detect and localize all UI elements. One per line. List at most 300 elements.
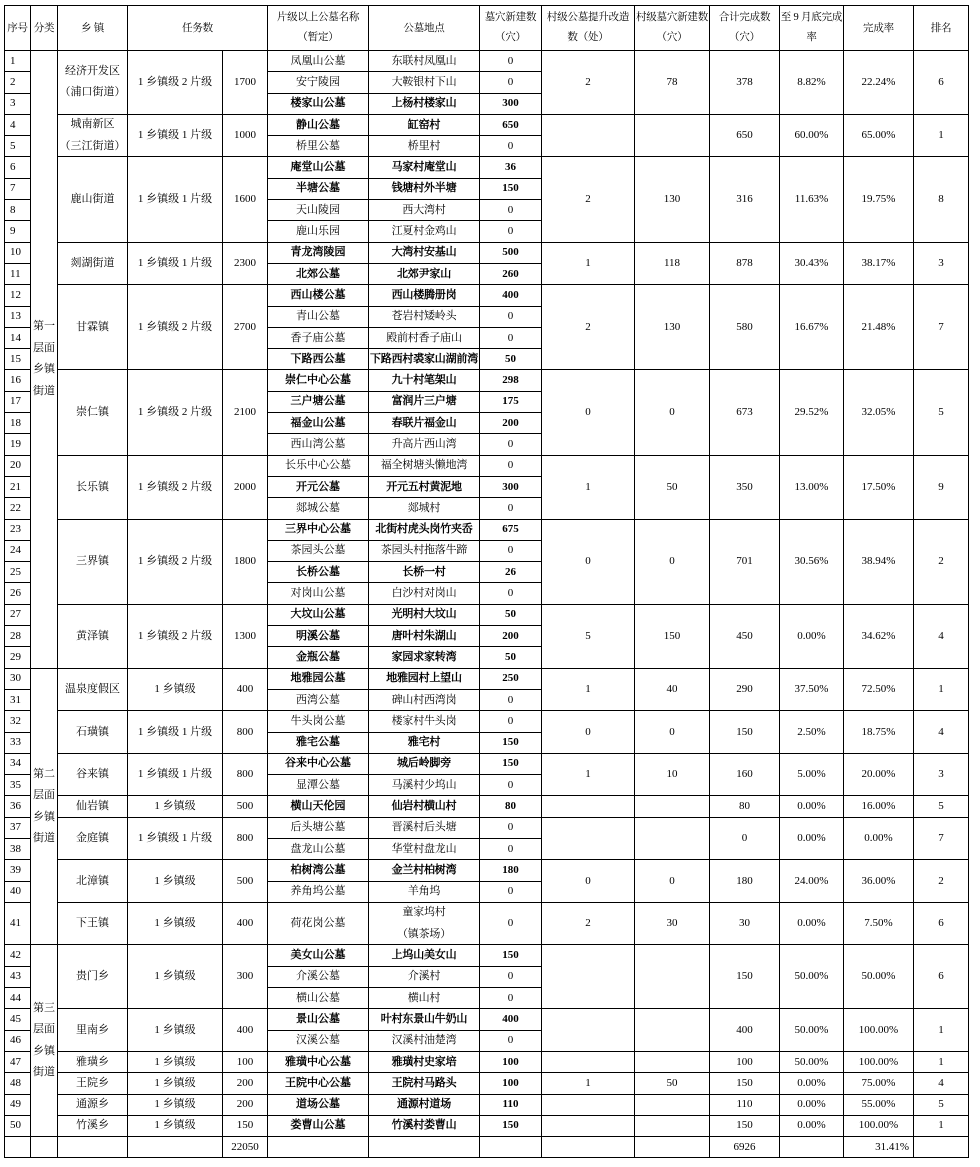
header-new-graves-line: （穴） xyxy=(495,32,526,43)
township-name: 三界镇 xyxy=(58,520,128,605)
task-count: 2300 xyxy=(223,243,268,286)
row-number: 35 xyxy=(5,775,31,796)
completion-rate: 55.00% xyxy=(844,1095,914,1116)
total-completed: 30 xyxy=(710,903,780,946)
completion-rate: 38.94% xyxy=(844,520,914,605)
completion-rate: 17.50% xyxy=(844,456,914,520)
village-new-graves xyxy=(635,1116,710,1137)
township-name: 石璜镇 xyxy=(58,711,128,754)
cemetery-name: 雅璜中心公墓 xyxy=(268,1052,369,1073)
row-number: 29 xyxy=(5,647,31,668)
cemetery-location: 苍岩村矮岭头 xyxy=(369,307,480,328)
task-level: 1 乡镇级 1 片级 xyxy=(128,818,223,861)
cemetery-location: 晋溪村后头塘 xyxy=(369,818,480,839)
category-line: 层面 xyxy=(33,341,55,354)
cemetery-location: 光明村大坟山 xyxy=(369,605,480,626)
row-number: 44 xyxy=(5,988,31,1009)
village-new-graves: 0 xyxy=(635,520,710,605)
village-upgrades: 0 xyxy=(542,860,635,903)
rank: 5 xyxy=(914,1095,969,1116)
cemetery-name: 景山公墓 xyxy=(268,1009,369,1030)
task-count: 800 xyxy=(223,754,268,797)
village-upgrades: 0 xyxy=(542,370,635,455)
header-sept-rate-line: 率 xyxy=(806,32,817,43)
cemetery-location: 叶村东景山牛奶山 xyxy=(369,1009,480,1030)
task-count: 300 xyxy=(223,945,268,1009)
cemetery-name: 鹿山乐园 xyxy=(268,221,369,242)
header-cemetery-name-line: 片级以上公墓名称 xyxy=(276,12,360,23)
cemetery-name: 娄曹山公墓 xyxy=(268,1116,369,1137)
new-graves-count: 0 xyxy=(480,136,542,157)
new-graves-count: 0 xyxy=(480,498,542,519)
task-count: 100 xyxy=(223,1052,268,1073)
new-graves-count: 0 xyxy=(480,541,542,562)
new-graves-count: 260 xyxy=(480,264,542,285)
task-count: 200 xyxy=(223,1073,268,1094)
cemetery-location: 羊角坞 xyxy=(369,882,480,903)
cemetery-location: 上坞山美女山 xyxy=(369,945,480,966)
cemetery-location: 大鞍银村下山 xyxy=(369,72,480,93)
row-number: 32 xyxy=(5,711,31,732)
cemetery-location: 殿前村香子庙山 xyxy=(369,328,480,349)
cemetery-location: 家园求家转湾 xyxy=(369,647,480,668)
completion-rate: 34.62% xyxy=(844,605,914,669)
cemetery-location: 缸窑村 xyxy=(369,115,480,136)
totals-empty-cell xyxy=(58,1137,128,1158)
village-upgrades: 1 xyxy=(542,669,635,712)
total-completed: 110 xyxy=(710,1095,780,1116)
task-level: 1 乡镇级 2 片级 xyxy=(128,51,223,115)
village-new-graves: 10 xyxy=(635,754,710,797)
category xyxy=(31,669,58,946)
cemetery-location: 雅宅村 xyxy=(369,733,480,754)
new-graves-count: 0 xyxy=(480,967,542,988)
task-level: 1 乡镇级 1 片级 xyxy=(128,115,223,158)
new-graves-count: 500 xyxy=(480,243,542,264)
cemetery-name: 大坟山公墓 xyxy=(268,605,369,626)
cemetery-name: 西山楼公墓 xyxy=(268,285,369,306)
new-graves-count: 0 xyxy=(480,221,542,242)
cemetery-name: 谷来中心公墓 xyxy=(268,754,369,775)
cemetery-name: 天山陵园 xyxy=(268,200,369,221)
row-number: 5 xyxy=(5,136,31,157)
village-new-graves: 78 xyxy=(635,51,710,115)
cemetery-name: 长桥公墓 xyxy=(268,562,369,583)
total-completed: 150 xyxy=(710,711,780,754)
cemetery-name: 楼家山公墓 xyxy=(268,94,369,115)
total-completed: 150 xyxy=(710,1116,780,1137)
cemetery-location: 钱塘村外半塘 xyxy=(369,179,480,200)
category xyxy=(31,51,58,669)
row-number: 3 xyxy=(5,94,31,115)
row-number: 41 xyxy=(5,903,31,946)
task-count: 400 xyxy=(223,1009,268,1052)
cemetery-name: 郯城公墓 xyxy=(268,498,369,519)
cemetery-location: 竹溪村娄曹山 xyxy=(369,1116,480,1137)
row-number: 47 xyxy=(5,1052,31,1073)
cemetery-name: 汉溪公墓 xyxy=(268,1031,369,1052)
header-total-completed xyxy=(710,6,780,51)
cemetery-name: 柏树湾公墓 xyxy=(268,860,369,881)
new-graves-count: 175 xyxy=(480,392,542,413)
row-number: 24 xyxy=(5,541,31,562)
township-name-line: 城南新区 xyxy=(70,118,115,131)
row-number: 17 xyxy=(5,392,31,413)
new-graves-count: 180 xyxy=(480,860,542,881)
cemetery-location: 西大湾村 xyxy=(369,200,480,221)
sept-completion-rate: 0.00% xyxy=(780,903,844,946)
new-graves-count: 200 xyxy=(480,413,542,434)
total-completed: 160 xyxy=(710,754,780,797)
sept-completion-rate: 11.63% xyxy=(780,157,844,242)
completion-rate: 38.17% xyxy=(844,243,914,286)
cemetery-location: 大湾村安基山 xyxy=(369,243,480,264)
totals-empty-cell xyxy=(31,1137,58,1158)
township-name: 金庭镇 xyxy=(58,818,128,861)
totals-empty-cell xyxy=(542,1137,635,1158)
task-count: 800 xyxy=(223,818,268,861)
new-graves-count: 150 xyxy=(480,733,542,754)
row-number: 14 xyxy=(5,328,31,349)
row-number: 38 xyxy=(5,839,31,860)
new-graves-count: 80 xyxy=(480,796,542,817)
row-number: 30 xyxy=(5,669,31,690)
task-count: 2700 xyxy=(223,285,268,370)
task-level: 1 乡镇级 xyxy=(128,860,223,903)
total-completed: 580 xyxy=(710,285,780,370)
cemetery-location: 仙岩村横山村 xyxy=(369,796,480,817)
sept-completion-rate: 13.00% xyxy=(780,456,844,520)
village-new-graves: 40 xyxy=(635,669,710,712)
cemetery-location: 楼家村牛头岗 xyxy=(369,711,480,732)
cemetery-name: 开元公墓 xyxy=(268,477,369,498)
row-number: 33 xyxy=(5,733,31,754)
cemetery-location: 开元五村黄泥地 xyxy=(369,477,480,498)
row-number: 7 xyxy=(5,179,31,200)
category xyxy=(31,945,58,1137)
cemetery-location: 桥里村 xyxy=(369,136,480,157)
row-number: 42 xyxy=(5,945,31,966)
completion-rate: 16.00% xyxy=(844,796,914,817)
category-line: 街道 xyxy=(33,832,55,845)
township-name: 长乐镇 xyxy=(58,456,128,520)
sept-completion-rate: 29.52% xyxy=(780,370,844,455)
rank: 4 xyxy=(914,711,969,754)
row-number: 21 xyxy=(5,477,31,498)
cemetery-location: 汉溪村油楚湾 xyxy=(369,1031,480,1052)
task-count: 1300 xyxy=(223,605,268,669)
category-line: 层面 xyxy=(33,789,55,802)
new-graves-count: 100 xyxy=(480,1073,542,1094)
rank: 7 xyxy=(914,285,969,370)
cemetery-name: 养角坞公墓 xyxy=(268,882,369,903)
village-new-graves xyxy=(635,1052,710,1073)
cemetery-location: 江夏村金鸡山 xyxy=(369,221,480,242)
task-level: 1 乡镇级 1 片级 xyxy=(128,711,223,754)
village-new-graves xyxy=(635,1009,710,1052)
cemetery-location: 郯城村 xyxy=(369,498,480,519)
cemetery-name: 牛头岗公墓 xyxy=(268,711,369,732)
row-number: 16 xyxy=(5,370,31,391)
header-village-new-graves-line: （穴） xyxy=(656,32,688,43)
village-upgrades: 5 xyxy=(542,605,635,669)
cemetery-location: 白沙村对岗山 xyxy=(369,583,480,604)
completion-rate: 50.00% xyxy=(844,945,914,1009)
new-graves-count: 0 xyxy=(480,882,542,903)
township-name: 北漳镇 xyxy=(58,860,128,903)
totals-empty-cell xyxy=(5,1137,31,1158)
village-new-graves xyxy=(635,796,710,817)
task-level: 1 乡镇级 1 片级 xyxy=(128,157,223,242)
task-count: 400 xyxy=(223,903,268,946)
completion-rate: 100.00% xyxy=(844,1009,914,1052)
row-number: 27 xyxy=(5,605,31,626)
category-line: 街道 xyxy=(33,1066,55,1079)
task-count: 400 xyxy=(223,669,268,712)
totals-empty-cell xyxy=(914,1137,969,1158)
village-upgrades: 0 xyxy=(542,520,635,605)
completion-rate: 22.24% xyxy=(844,51,914,115)
village-new-graves xyxy=(635,115,710,158)
header-village-new-graves xyxy=(635,6,710,51)
row-number: 40 xyxy=(5,882,31,903)
task-count: 1700 xyxy=(223,51,268,115)
cemetery-name: 明溪公墓 xyxy=(268,626,369,647)
task-level: 1 乡镇级 xyxy=(128,796,223,817)
task-level: 1 乡镇级 2 片级 xyxy=(128,605,223,669)
rank: 9 xyxy=(914,456,969,520)
new-graves-count: 400 xyxy=(480,1009,542,1030)
sept-completion-rate: 37.50% xyxy=(780,669,844,712)
category-line: 乡镇 xyxy=(33,810,55,823)
row-number: 45 xyxy=(5,1009,31,1030)
category-line: 层面 xyxy=(33,1023,55,1036)
new-graves-count: 0 xyxy=(480,200,542,221)
cemetery-location: 横山村 xyxy=(369,988,480,1009)
completion-rate: 75.00% xyxy=(844,1073,914,1094)
cemetery-name: 桥里公墓 xyxy=(268,136,369,157)
village-new-graves: 130 xyxy=(635,285,710,370)
new-graves-count: 150 xyxy=(480,754,542,775)
cemetery-location: 升高片西山湾 xyxy=(369,434,480,455)
row-number: 18 xyxy=(5,413,31,434)
total-completed: 290 xyxy=(710,669,780,712)
new-graves-count: 0 xyxy=(480,72,542,93)
task-count: 200 xyxy=(223,1095,268,1116)
cemetery-location: 九十村笔架山 xyxy=(369,370,480,391)
township-name: 王院乡 xyxy=(58,1073,128,1094)
new-graves-count: 400 xyxy=(480,285,542,306)
cemetery-name: 西山湾公墓 xyxy=(268,434,369,455)
header-village-upgrades xyxy=(542,6,635,51)
header-total-completed-line: 合计完成数 xyxy=(718,12,771,23)
header-village-upgrades-line: 村级公墓提升改造 xyxy=(546,12,630,23)
township-name: 竹溪乡 xyxy=(58,1116,128,1137)
category-line: 第三 xyxy=(33,1001,55,1014)
task-count: 2100 xyxy=(223,370,268,455)
total-completed: 400 xyxy=(710,1009,780,1052)
task-level: 1 乡镇级 1 片级 xyxy=(128,243,223,286)
task-level: 1 乡镇级 2 片级 xyxy=(128,370,223,455)
township-name-line: 经济开发区 xyxy=(65,65,120,78)
township-name: 崇仁镇 xyxy=(58,370,128,455)
cemetery-location xyxy=(369,903,480,946)
total-completed: 80 xyxy=(710,796,780,817)
header-category: 分类 xyxy=(31,6,58,51)
cemetery-name: 对岗山公墓 xyxy=(268,583,369,604)
row-number: 46 xyxy=(5,1031,31,1052)
cemetery-name: 盘龙山公墓 xyxy=(268,839,369,860)
cemetery-location: 茶园头村拖落牛蹄 xyxy=(369,541,480,562)
village-upgrades: 2 xyxy=(542,903,635,946)
village-upgrades xyxy=(542,1052,635,1073)
cemetery-location: 富润片三户塘 xyxy=(369,392,480,413)
header-township: 乡 镇 xyxy=(58,6,128,51)
cemetery-name: 下路西公墓 xyxy=(268,349,369,370)
sept-completion-rate: 16.67% xyxy=(780,285,844,370)
new-graves-count: 0 xyxy=(480,456,542,477)
cemetery-name: 西湾公墓 xyxy=(268,690,369,711)
village-new-graves: 50 xyxy=(635,1073,710,1094)
row-number: 22 xyxy=(5,498,31,519)
sept-completion-rate: 2.50% xyxy=(780,711,844,754)
total-completed: 650 xyxy=(710,115,780,158)
row-number: 25 xyxy=(5,562,31,583)
sept-completion-rate: 0.00% xyxy=(780,605,844,669)
sept-completion-rate: 30.43% xyxy=(780,243,844,286)
village-upgrades: 1 xyxy=(542,1073,635,1094)
village-upgrades: 2 xyxy=(542,51,635,115)
sept-completion-rate: 8.82% xyxy=(780,51,844,115)
cemetery-location: 春联片福金山 xyxy=(369,413,480,434)
township-name: 仙岩镇 xyxy=(58,796,128,817)
rank: 4 xyxy=(914,605,969,669)
new-graves-count: 250 xyxy=(480,669,542,690)
row-number: 48 xyxy=(5,1073,31,1094)
village-upgrades xyxy=(542,796,635,817)
row-number: 11 xyxy=(5,264,31,285)
header-new-graves-line: 墓穴新建数 xyxy=(484,12,537,23)
task-level: 1 乡镇级 xyxy=(128,945,223,1009)
township-name: 下王镇 xyxy=(58,903,128,946)
cemetery-name: 王院中心公墓 xyxy=(268,1073,369,1094)
township-name: 通源乡 xyxy=(58,1095,128,1116)
cemetery-name: 道场公墓 xyxy=(268,1095,369,1116)
new-graves-count: 0 xyxy=(480,903,542,946)
task-level: 1 乡镇级 xyxy=(128,1052,223,1073)
completion-rate: 65.00% xyxy=(844,115,914,158)
rank: 2 xyxy=(914,520,969,605)
task-count: 150 xyxy=(223,1116,268,1137)
cemetery-location-line: （镇茶场） xyxy=(397,927,451,940)
sept-completion-rate: 50.00% xyxy=(780,1009,844,1052)
sept-completion-rate: 0.00% xyxy=(780,818,844,861)
completion-rate: 18.75% xyxy=(844,711,914,754)
cemetery-location: 北郊尹家山 xyxy=(369,264,480,285)
village-new-graves: 118 xyxy=(635,243,710,286)
row-number: 43 xyxy=(5,967,31,988)
row-number: 4 xyxy=(5,115,31,136)
new-graves-count: 26 xyxy=(480,562,542,583)
new-graves-count: 0 xyxy=(480,328,542,349)
header-village-upgrades-line: 数（处） xyxy=(567,32,609,43)
cemetery-name: 崇仁中心公墓 xyxy=(268,370,369,391)
new-graves-count: 0 xyxy=(480,711,542,732)
cemetery-name: 后头塘公墓 xyxy=(268,818,369,839)
cemetery-location: 东联村凤凰山 xyxy=(369,51,480,72)
cemetery-name: 横山公墓 xyxy=(268,988,369,1009)
new-graves-count: 0 xyxy=(480,988,542,1009)
rank: 2 xyxy=(914,860,969,903)
village-new-graves: 50 xyxy=(635,456,710,520)
task-count: 1000 xyxy=(223,115,268,158)
cemetery-location: 金兰村柏树湾 xyxy=(369,860,480,881)
task-level: 1 乡镇级 2 片级 xyxy=(128,456,223,520)
cemetery-name: 香子庙公墓 xyxy=(268,328,369,349)
row-number: 2 xyxy=(5,72,31,93)
township-name: 剡湖街道 xyxy=(58,243,128,286)
cemetery-name: 金瓶公墓 xyxy=(268,647,369,668)
total-completed: 673 xyxy=(710,370,780,455)
village-upgrades: 1 xyxy=(542,243,635,286)
total-completed: 150 xyxy=(710,1073,780,1094)
cemetery-location: 碑山村西湾岗 xyxy=(369,690,480,711)
cemetery-name: 半塘公墓 xyxy=(268,179,369,200)
cemetery-name: 北郊公墓 xyxy=(268,264,369,285)
township-name xyxy=(58,51,128,115)
cemetery-name: 青山公墓 xyxy=(268,307,369,328)
sept-completion-rate: 0.00% xyxy=(780,1095,844,1116)
cemetery-name: 静山公墓 xyxy=(268,115,369,136)
task-level: 1 乡镇级 2 片级 xyxy=(128,520,223,605)
township-name xyxy=(58,115,128,158)
category-line: 乡镇 xyxy=(33,363,55,376)
category-line: 第二 xyxy=(33,767,55,780)
cemetery-name: 青龙湾陵园 xyxy=(268,243,369,264)
village-new-graves: 130 xyxy=(635,157,710,242)
new-graves-count: 0 xyxy=(480,1031,542,1052)
new-graves-count: 200 xyxy=(480,626,542,647)
rank: 3 xyxy=(914,754,969,797)
row-number: 13 xyxy=(5,307,31,328)
completion-rate: 0.00% xyxy=(844,818,914,861)
rank: 5 xyxy=(914,796,969,817)
row-number: 19 xyxy=(5,434,31,455)
header-cemetery-location: 公墓地点 xyxy=(369,6,480,51)
task-count: 800 xyxy=(223,711,268,754)
cemetery-location: 唐叶村朱湖山 xyxy=(369,626,480,647)
total-completed: 316 xyxy=(710,157,780,242)
header-task: 任务数 xyxy=(128,6,268,51)
village-upgrades: 1 xyxy=(542,754,635,797)
new-graves-count: 150 xyxy=(480,945,542,966)
totals-total-completed: 6926 xyxy=(710,1137,780,1158)
cemetery-location: 马溪村少坞山 xyxy=(369,775,480,796)
township-name: 谷来镇 xyxy=(58,754,128,797)
township-name-line: （三江街道） xyxy=(59,139,126,152)
task-level: 1 乡镇级 xyxy=(128,669,223,712)
township-name: 贵门乡 xyxy=(58,945,128,1009)
completion-rate: 7.50% xyxy=(844,903,914,946)
totals-empty-cell xyxy=(268,1137,369,1158)
village-upgrades: 2 xyxy=(542,285,635,370)
new-graves-count: 36 xyxy=(480,157,542,178)
cemetery-name: 庵堂山公墓 xyxy=(268,157,369,178)
rank: 1 xyxy=(914,1009,969,1052)
new-graves-count: 50 xyxy=(480,605,542,626)
header-new-graves xyxy=(480,6,542,51)
row-number: 36 xyxy=(5,796,31,817)
